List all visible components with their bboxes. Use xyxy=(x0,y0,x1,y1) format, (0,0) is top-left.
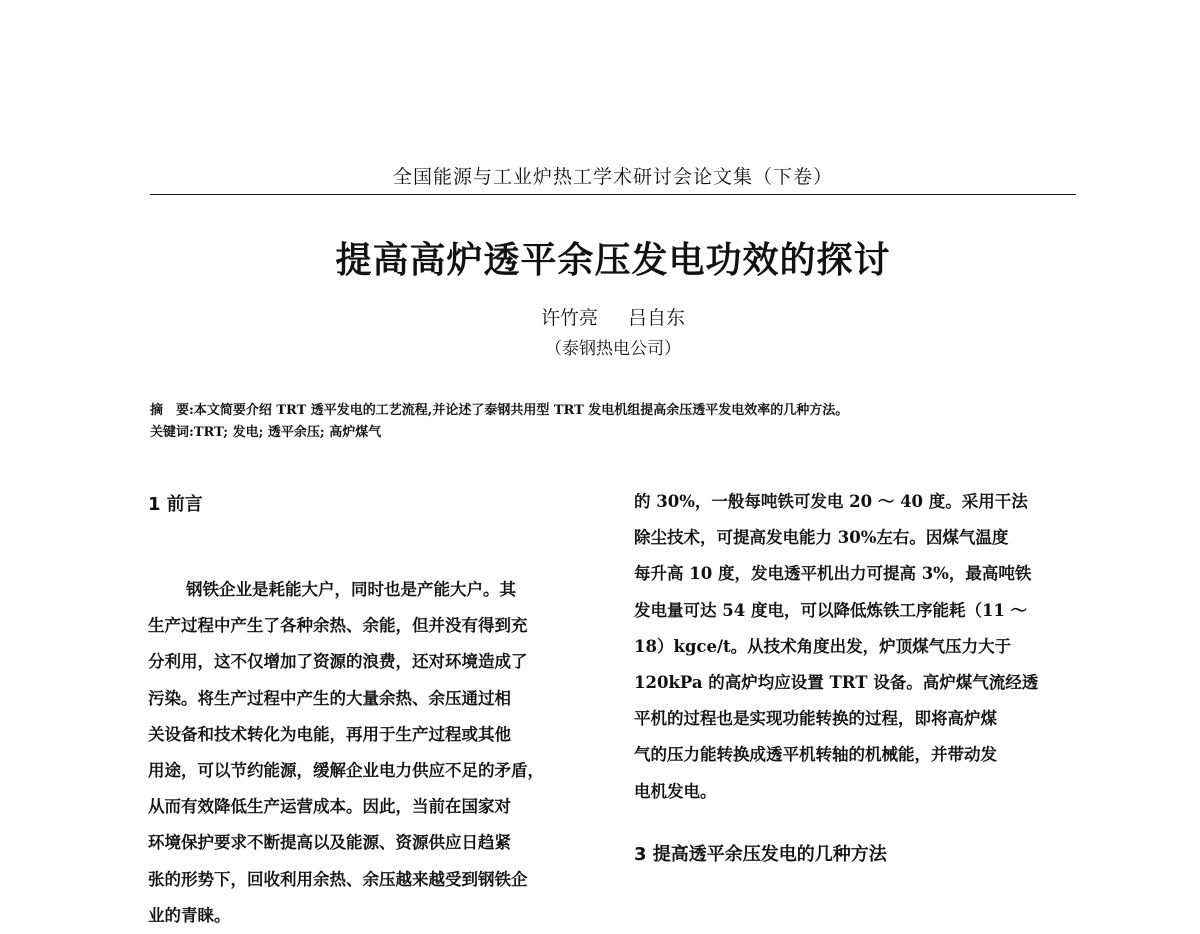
abstract-text: 本文简要介绍 TRT 透平发电的工艺流程,并论述了泰钢共用型 TRT 发电机组提高余压透平发电效率的几种方法。 xyxy=(193,403,849,418)
author-2: 吕自东 xyxy=(628,307,686,329)
text-line: 钢铁企业是耗能大户，同时也是产能大户。其 xyxy=(186,580,516,599)
keywords-text: TRT; 发电; 透平余压; 高炉煤气 xyxy=(193,425,382,440)
text-line: 平机的过程也是实现功能转换的过程，即将高炉煤 xyxy=(634,709,997,729)
abstract-block xyxy=(150,400,1076,444)
text-line: 张的形势下，回收利用余热、余压越来越受到钢铁企 xyxy=(148,869,528,889)
text-line: 业的青睐。 xyxy=(148,905,231,925)
text-line: 的 30%，一般每吨铁可发电 20 ～ 40 度。采用干法 xyxy=(634,492,1028,511)
text-line: 18）kgce/t。从技术角度出发，炉顶煤气压力大于 xyxy=(634,636,1012,656)
abstract-label: 摘 要 xyxy=(150,403,190,418)
header-rule xyxy=(150,194,1076,195)
text-line: 每升高 10 度，发电透平机出力可提高 3%，最高吨铁 xyxy=(634,564,1032,584)
text-line: 从而有效降低生产运营成本。因此，当前在国家对 xyxy=(148,797,511,817)
running-header: 全国能源与工业炉热工学术研讨会论文集（下卷） xyxy=(392,166,833,188)
left-column xyxy=(148,490,588,934)
text-line: 分利用，这不仅增加了资源的浪费，还对环境造成了 xyxy=(148,652,528,672)
text-line: 气的压力能转换成透平机转轴的机械能，并带动发 xyxy=(634,745,997,765)
introduction-paragraph xyxy=(148,572,588,934)
right-column xyxy=(634,490,1080,866)
text-line: 电机发电。 xyxy=(634,781,717,801)
paper-title: 提高高炉透平余压发电功效的探讨 xyxy=(335,240,891,281)
text-line: 污染。将生产过程中产生的大量余热、余压通过相 xyxy=(148,688,511,708)
text-line: 关设备和技术转化为电能，再用于生产过程或其他 xyxy=(148,724,511,744)
text-line: 120kPa 的高炉均应设置 TRT 设备。高炉煤气流经透 xyxy=(634,673,1039,693)
text-line: 生产过程中产生了各种余热、余能，但并没有得到充 xyxy=(148,616,528,636)
continued-paragraph xyxy=(634,484,1080,810)
section-title-introduction: 1 前言 xyxy=(148,494,203,515)
text-line: 用途，可以节约能源，缓解企业电力供应不足的矛盾， xyxy=(148,761,544,781)
text-line: 发电量可达 54 度电，可以降低炼铁工序能耗（11 ～ xyxy=(634,600,1028,620)
text-line: 除尘技术，可提高发电能力 30%左右。因煤气温度 xyxy=(634,528,1009,548)
keywords-line: 关键词:TRT; 发电; 透平余压; 高炉煤气 xyxy=(150,425,382,440)
author-1: 许竹亮 xyxy=(540,307,598,329)
text-line: 环境保护要求不断提高以及能源、资源供应日趋紧 xyxy=(148,833,511,853)
keywords-label: 关键词 xyxy=(150,425,190,440)
abstract-line: 摘 要:本文简要介绍 TRT 透平发电的工艺流程,并论述了泰钢共用型 TRT 发电机组提高余压透平发电效率的几种方法。 xyxy=(150,403,849,418)
section-title-methods: 3 提高透平余压发电的几种方法 xyxy=(634,843,887,865)
authors xyxy=(150,303,1076,330)
affiliation: （泰钢热电公司） xyxy=(545,339,681,359)
